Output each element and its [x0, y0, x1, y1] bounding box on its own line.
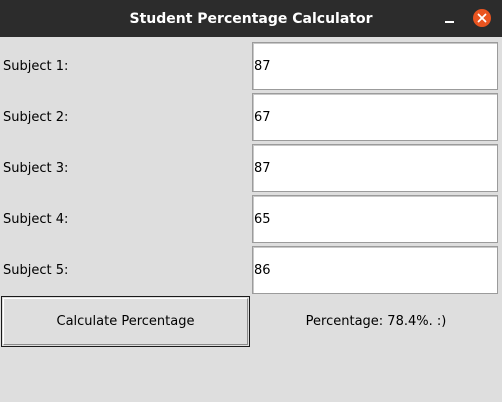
subject-2-label: Subject 2: [3, 110, 69, 125]
calculate-percentage-button[interactable] [1, 296, 250, 347]
close-button[interactable] [473, 9, 491, 27]
subject-2-field-box[interactable] [252, 93, 498, 141]
subject-5-label: Subject 5: [3, 263, 69, 278]
subject-1-label: Subject 1: [3, 59, 69, 74]
subject-2-input[interactable] [254, 94, 494, 140]
minimize-icon [445, 21, 454, 23]
subject-3-field-box[interactable] [252, 144, 498, 192]
subject-5-field-box[interactable] [252, 246, 498, 294]
subject-5-input[interactable] [254, 247, 494, 293]
minimize-button[interactable] [441, 9, 459, 27]
subject-1-input[interactable] [254, 43, 494, 89]
subject-1-field-box[interactable] [252, 42, 498, 90]
close-icon [473, 9, 491, 27]
window-title: Student Percentage Calculator [129, 11, 373, 27]
subject-4-input[interactable] [254, 196, 494, 242]
subject-3-input[interactable] [254, 145, 494, 191]
percentage-result: Percentage: 78.4%. :) [305, 314, 447, 329]
calculate-percentage-label: Calculate Percentage [3, 298, 248, 345]
subject-4-label: Subject 4: [3, 212, 69, 227]
title-bar[interactable] [0, 0, 502, 37]
subject-4-field-box[interactable] [252, 195, 498, 243]
subject-3-label: Subject 3: [3, 161, 69, 176]
